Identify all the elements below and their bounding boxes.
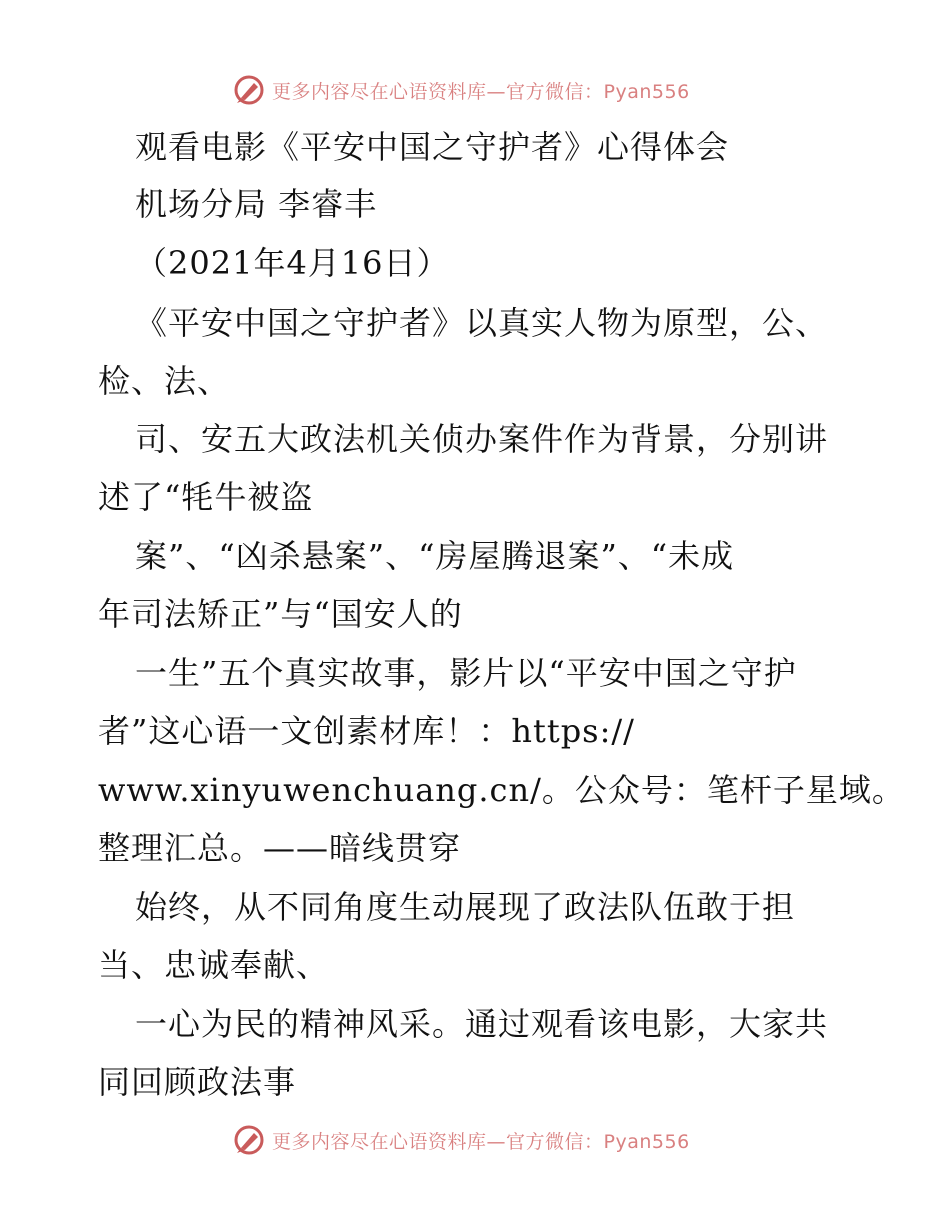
paragraph-line: 当、忠诚奉献、 xyxy=(98,946,330,984)
paragraph-line: 《平安中国之守护者》以真实人物为原型，公、 xyxy=(135,304,829,342)
paragraph-line: 年司法矫正”与“国安人的 xyxy=(98,595,463,633)
footer-banner-text: 更多内容尽在心语资料库—官方微信：Pyan556 xyxy=(272,1130,690,1153)
paragraph-line: 司、安五大政法机关侦办案件作为背景，分别讲 xyxy=(135,420,829,458)
paragraph-line: 同回顾政法事 xyxy=(98,1063,297,1101)
author-line: 机场分局 李睿丰 xyxy=(135,185,378,223)
paragraph-line: www.xinyuwenchuang.cn/。公众号：笔杆子星域。 xyxy=(98,771,905,809)
paragraph-line: 者”这心语一文创素材库！：https:// xyxy=(98,712,635,750)
document-title: 观看电影《平安中国之守护者》心得体会 xyxy=(135,128,730,166)
paragraph-line: 检、法、 xyxy=(98,362,231,400)
pen-nib-logo xyxy=(232,73,266,107)
date-line: （2021年4月16日） xyxy=(135,244,450,282)
pen-nib-logo xyxy=(232,1123,266,1157)
header-banner-text: 更多内容尽在心语资料库—官方微信：Pyan556 xyxy=(272,80,690,103)
paragraph-line: 一心为民的精神风采。通过观看该电影，大家共 xyxy=(135,1005,829,1043)
paragraph-line: 案”、“凶杀悬案”、“房屋腾退案”、“未成 xyxy=(135,537,735,575)
paragraph-line: 一生”五个真实故事，影片以“平安中国之守护 xyxy=(135,654,797,692)
paragraph-line: 整理汇总。——暗线贯穿 xyxy=(98,829,462,867)
paragraph-line: 始终，从不同角度生动展现了政法队伍敢于担 xyxy=(135,888,796,926)
paragraph-line: 述了“牦牛被盗 xyxy=(98,478,314,516)
footer-watermark-banner xyxy=(232,1120,690,1160)
header-watermark-banner xyxy=(232,70,690,110)
